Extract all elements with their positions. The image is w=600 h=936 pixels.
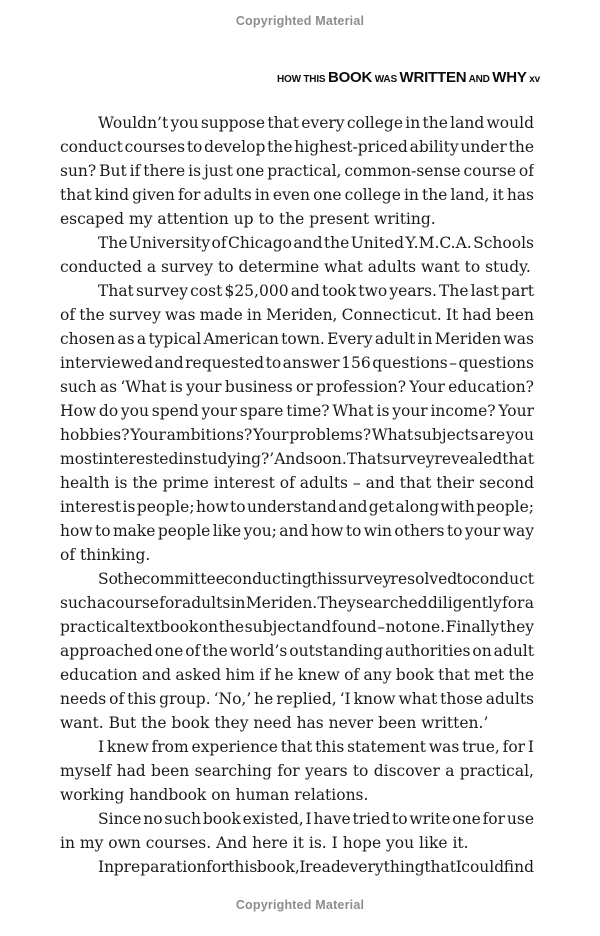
paragraph xyxy=(60,231,534,279)
header-segment: xv xyxy=(526,74,540,85)
text-line: The University of Chicago and the United Y.M.C.A. Schools xyxy=(98,234,534,252)
text-line: I knew from experience that this statement was true, for I xyxy=(98,738,534,756)
text-line: conduct courses to develop the highest-priced ability under the xyxy=(60,138,534,156)
text-line: such as ‘What is your business or profession? Your education? xyxy=(60,378,534,396)
header-segment: BOOK xyxy=(327,69,373,86)
paragraph xyxy=(60,279,534,567)
text-line: approached one of the world’s outstanding authorities on adult xyxy=(60,642,534,660)
text-line: practical textbook on the subject and found – not one. Finally they xyxy=(60,618,534,636)
text-line: education and asked him if he knew of any book that met the xyxy=(60,666,534,684)
text-line: how to make people like you; and how to win others to your way xyxy=(60,522,534,540)
text-line: conducted a survey to determine what adults want to study. xyxy=(60,258,531,276)
paragraph xyxy=(60,807,534,855)
text-line: escaped my attention up to the present writing. xyxy=(60,210,436,228)
text-line: such a course for adults in Meriden. They searched diligently for a xyxy=(60,594,534,612)
text-line: needs of this group. ‘No,’ he replied, ‘I know what those adults xyxy=(60,690,534,708)
header-segment: WRITTEN xyxy=(399,69,467,86)
text-line: So the committee conducting this survey resolved to conduct xyxy=(98,570,534,588)
text-line: that kind given for adults in even one college in the land, it has xyxy=(60,186,534,204)
header-segment: WAS xyxy=(372,74,400,85)
text-line: health is the prime interest of adults – and that their second xyxy=(60,474,534,492)
text-line: of the survey was made in Meriden, Connecticut. It had been xyxy=(60,306,534,324)
page-header xyxy=(277,69,540,87)
header-segment: AND xyxy=(466,74,493,85)
text-column xyxy=(60,111,534,879)
header-segment: WHY xyxy=(492,69,527,86)
text-line: In preparation for this book, I read everything that I could find xyxy=(98,858,534,876)
text-line: That survey cost $25,000 and took two years. The last part xyxy=(98,282,534,300)
paragraph xyxy=(60,855,534,879)
copyright-banner-top: Copyrighted Material xyxy=(235,14,365,28)
text-line: Wouldn’t you suppose that every college in the land would xyxy=(98,114,534,132)
text-line: in my own courses. And here it is. I hope you like it. xyxy=(60,834,469,852)
copyright-banner-bottom: Copyrighted Material xyxy=(235,898,365,912)
paragraph xyxy=(60,567,534,735)
text-line: myself had been searching for years to discover a practical, xyxy=(60,762,534,780)
paragraph xyxy=(60,111,534,231)
text-line: Since no such book existed, I have tried to write one for use xyxy=(98,810,534,828)
text-line: of thinking. xyxy=(60,546,151,564)
text-line: chosen as a typical American town. Every adult in Meriden was xyxy=(60,330,534,348)
text-line: most interested in studying?’ And so on. That survey revealed that xyxy=(60,450,534,468)
text-line: sun? But if there is just one practical, common-sense course of xyxy=(60,162,534,180)
header-segment: HOW THIS xyxy=(276,74,328,85)
text-line: interest is people; how to understand and get along with people; xyxy=(60,498,534,516)
text-line: interviewed and requested to answer 156 questions – questions xyxy=(60,354,534,372)
text-line: working handbook on human relations. xyxy=(60,786,369,804)
text-line: want. But the book they need has never been written.’ xyxy=(60,714,489,732)
paragraph xyxy=(60,735,534,807)
text-line: hobbies? Your ambitions? Your problems? What subjects are you xyxy=(60,426,534,444)
text-line: How do you spend your spare time? What is your income? Your xyxy=(60,402,534,420)
